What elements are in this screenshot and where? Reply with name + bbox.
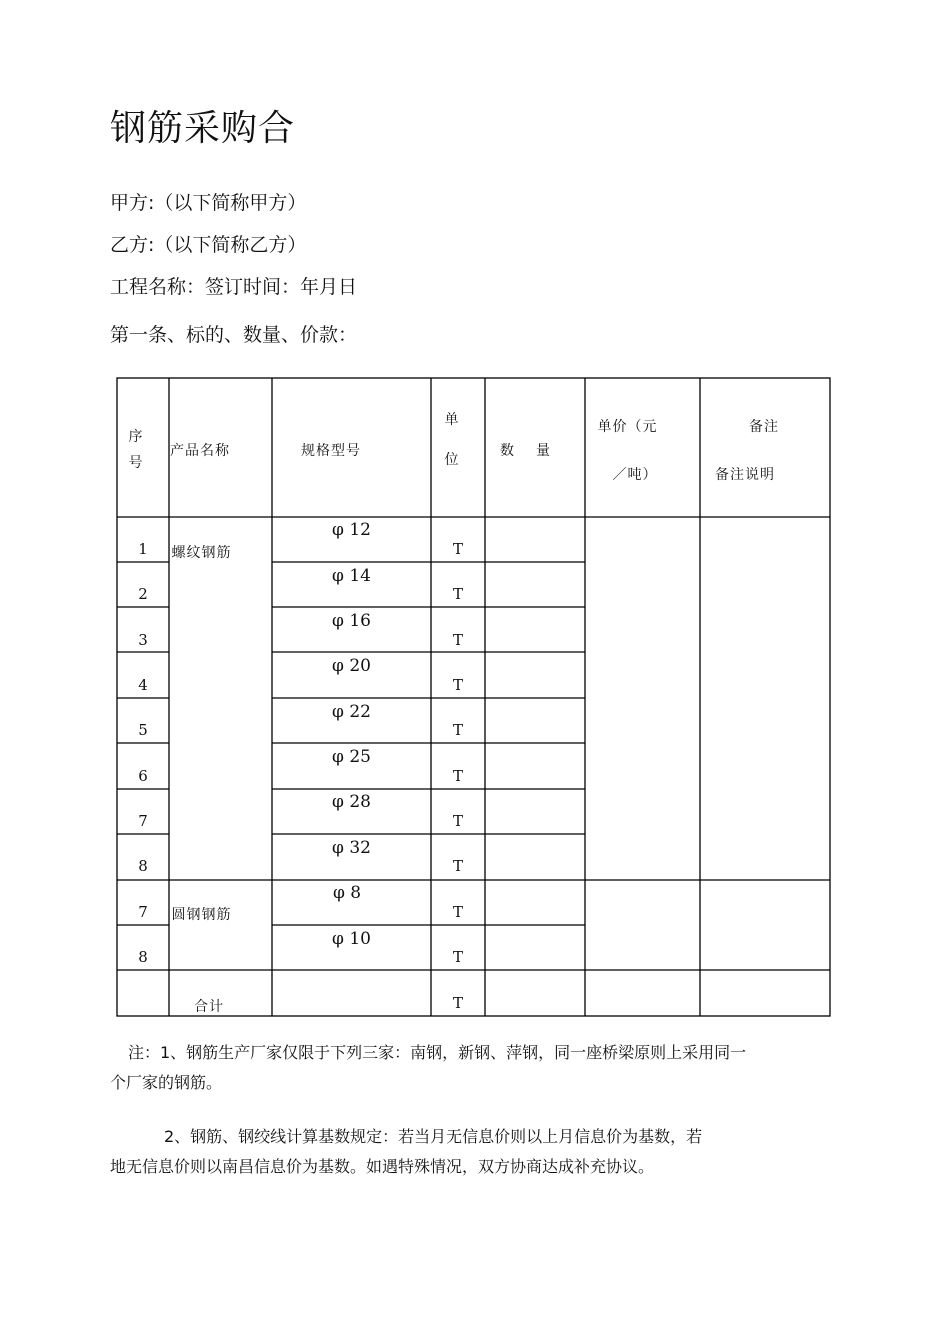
header-remarks-line1: 备注 xyxy=(749,419,779,435)
row-spec: φ 8 xyxy=(332,883,362,903)
row-spec: φ 25 xyxy=(332,747,371,767)
row-serial: 5 xyxy=(138,721,148,739)
header-quantity: 数量 xyxy=(500,443,572,459)
row-unit: T xyxy=(452,948,463,966)
row-spec: φ 12 xyxy=(332,520,371,540)
note-2-line-2: 地无信息价则以南昌信息价为基数。如遇特殊情况，双方协商达成补充协议。 xyxy=(110,1157,655,1176)
row-spec: φ 32 xyxy=(332,838,371,858)
header-unit-price-line2: ／吨） xyxy=(612,467,658,483)
note-1-line-1: 注：1、钢筋生产厂家仅限于下列三家：南钢，新钢、萍钢，同一座桥梁原则上采用同一 xyxy=(128,1043,747,1062)
row-unit: T xyxy=(452,585,463,603)
row-unit: T xyxy=(452,903,463,921)
row-serial: 4 xyxy=(138,676,148,694)
row-spec: φ 28 xyxy=(332,792,371,812)
row-spec: φ 22 xyxy=(332,702,371,722)
row-unit: T xyxy=(452,812,463,830)
article-1-heading: 第一条、标的、数量、价款： xyxy=(110,324,358,346)
document-title: 钢筋采购合 xyxy=(110,108,296,149)
header-remarks-line2: 备注说明 xyxy=(715,467,775,483)
row-unit: T xyxy=(452,631,463,649)
row-spec: φ 14 xyxy=(332,566,371,586)
header-unit: 单位 xyxy=(444,412,460,468)
header-spec: 规格型号 xyxy=(301,443,361,459)
row-serial: 3 xyxy=(138,631,148,649)
total-label: 合计 xyxy=(194,999,224,1015)
row-serial: 1 xyxy=(138,540,148,558)
row-spec: φ 16 xyxy=(332,611,371,631)
header-unit-price-line1: 单价（元 xyxy=(597,419,658,435)
row-spec: φ 20 xyxy=(332,656,371,676)
header-product-name: 产品名称 xyxy=(170,443,230,459)
project-line: 工程名称：签订时间：年月日 xyxy=(110,276,358,298)
row-unit: T xyxy=(452,857,463,875)
row-serial: 6 xyxy=(138,767,148,785)
row-serial: 2 xyxy=(138,585,148,603)
row-serial: 7 xyxy=(138,812,148,830)
group-name-rebar: 螺纹钢筋 xyxy=(171,545,232,561)
row-unit: T xyxy=(452,676,463,694)
row-unit: T xyxy=(452,767,463,785)
note-1-line-2: 个厂家的钢筋。 xyxy=(110,1073,223,1092)
row-serial: 8 xyxy=(138,948,148,966)
note-2-line-1: 2、钢筋、钢绞线计算基数规定：若当月无信息价则以上月信息价为基数，若 xyxy=(164,1127,703,1146)
party-b-line: 乙方:（以下简称乙方） xyxy=(110,234,307,256)
party-a-line: 甲方:（以下简称甲方） xyxy=(110,192,307,214)
row-serial: 8 xyxy=(138,857,148,875)
header-serial: 序号 xyxy=(128,429,144,471)
row-unit: T xyxy=(452,721,463,739)
group-name-round-bar: 圆钢钢筋 xyxy=(171,907,232,923)
row-spec: φ 10 xyxy=(332,929,371,949)
total-unit: T xyxy=(452,994,463,1012)
row-unit: T xyxy=(452,540,463,558)
row-serial: 7 xyxy=(138,903,148,921)
